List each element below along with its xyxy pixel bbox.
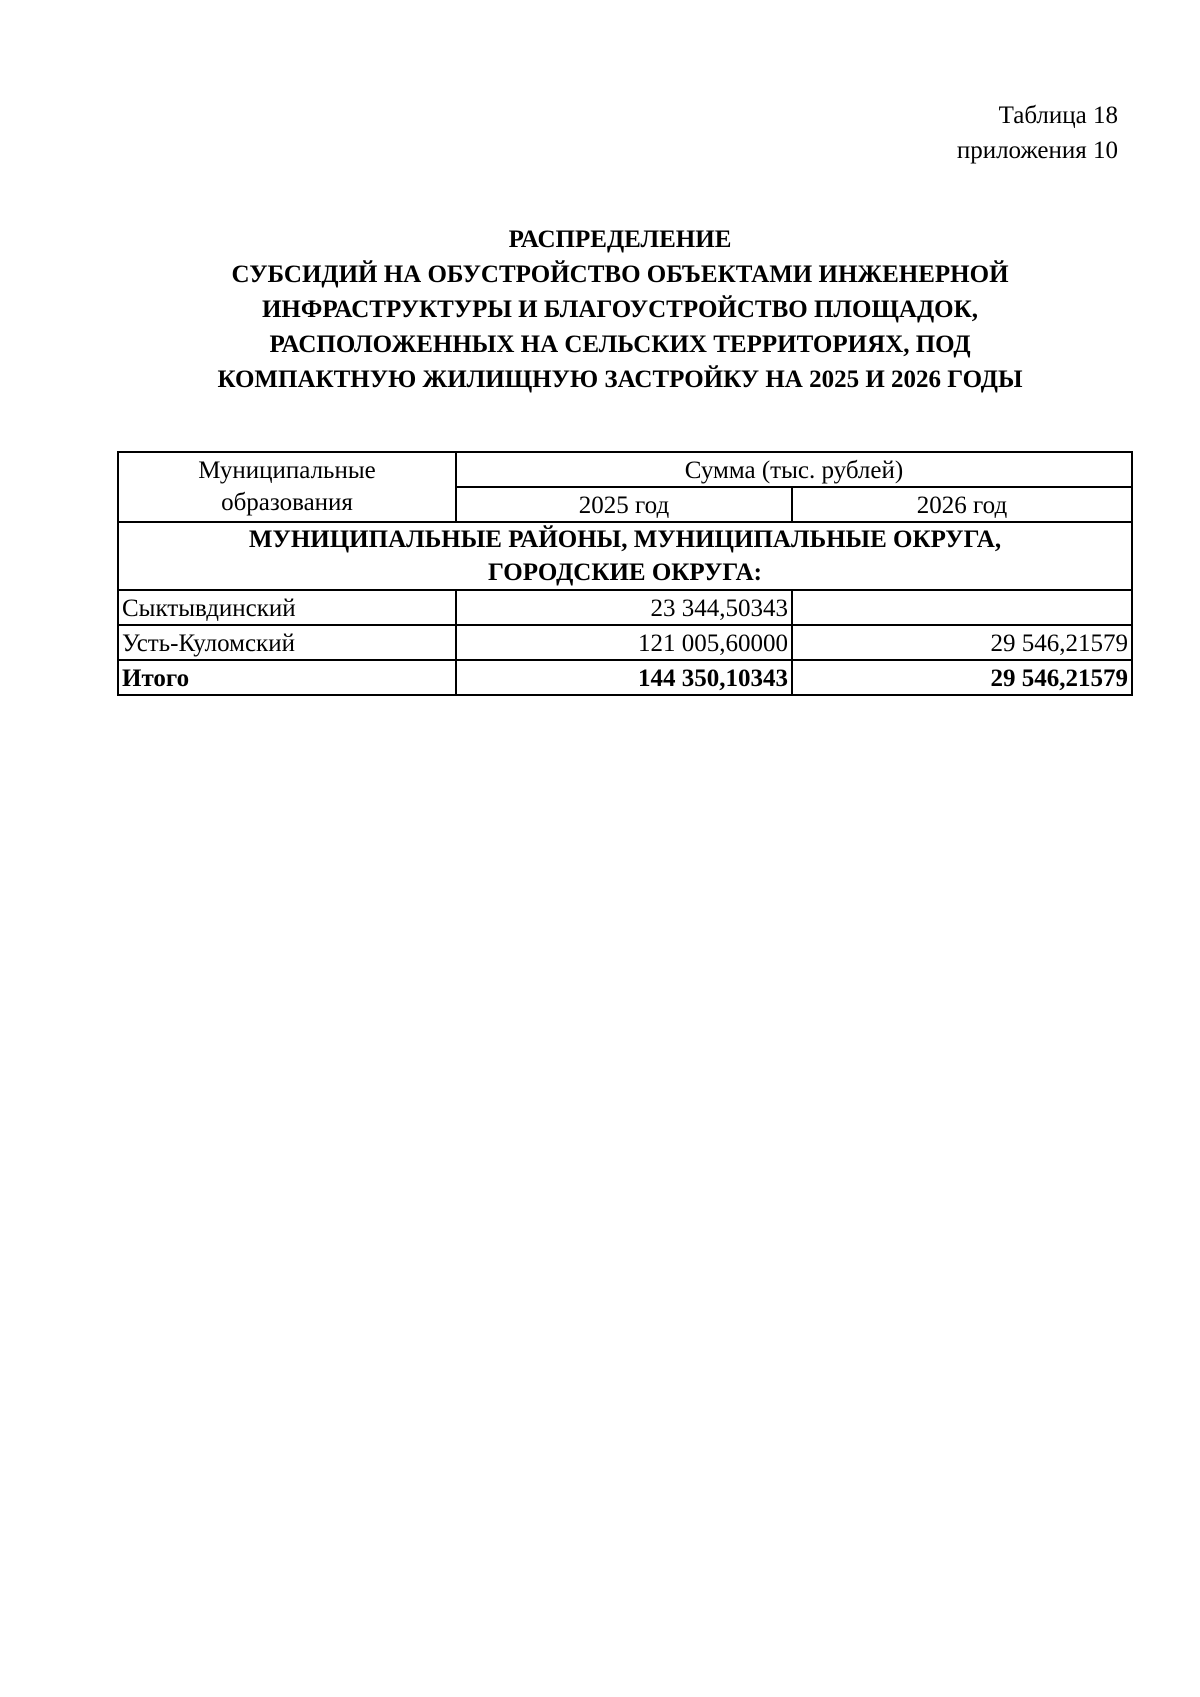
header-row-1 — [118, 452, 1132, 487]
title-line-5: КОМПАКТНУЮ ЖИЛИЩНУЮ ЗАСТРОЙКУ НА 2025 И 2026 ГОДЫ — [217, 366, 1023, 393]
header-municipality — [118, 452, 456, 522]
table-row — [118, 625, 1132, 660]
total-amount-2026: 29 546,21579 — [792, 660, 1132, 695]
document-title — [110, 222, 1130, 397]
row-amount-2026 — [792, 590, 1132, 625]
total-label: Итого — [118, 660, 456, 695]
section-heading — [118, 522, 1132, 590]
header-municipality-line-1: Муниципальные — [198, 457, 376, 484]
section-heading-line-2: ГОРОДСКИЕ ОКРУГА: — [488, 559, 762, 586]
subsidy-distribution-table — [117, 451, 1133, 696]
row-amount-2026: 29 546,21579 — [792, 625, 1132, 660]
title-line-3: ИНФРАСТРУКТУРЫ И БЛАГОУСТРОЙСТВО ПЛОЩАДОК, — [261, 296, 979, 323]
table-number: Таблица 18 — [998, 102, 1118, 129]
header-amount: Сумма (тыс. рублей) — [456, 452, 1132, 487]
section-heading-line-1: МУНИЦИПАЛЬНЫЕ РАЙОНЫ, МУНИЦИПАЛЬНЫЕ ОКРУГА, — [248, 526, 1002, 553]
row-amount-2025: 23 344,50343 — [456, 590, 792, 625]
row-municipality: Сыктывдинский — [118, 590, 456, 625]
title-line-2: СУБСИДИЙ НА ОБУСТРОЙСТВО ОБЪЕКТАМИ ИНЖЕНЕРНОЙ — [231, 261, 1009, 288]
section-row — [118, 522, 1132, 590]
total-row — [118, 660, 1132, 695]
header-year-2026: 2026 год — [792, 487, 1132, 522]
total-amount-2025: 144 350,10343 — [456, 660, 792, 695]
row-amount-2025: 121 005,60000 — [456, 625, 792, 660]
header-municipality-line-2: образования — [221, 489, 353, 516]
table-row — [118, 590, 1132, 625]
title-line-4: РАСПОЛОЖЕННЫХ НА СЕЛЬСКИХ ТЕРРИТОРИЯХ, ПОД — [269, 331, 971, 358]
header-year-2025: 2025 год — [456, 487, 792, 522]
appendix-number: приложения 10 — [956, 137, 1118, 164]
title-line-1: РАСПРЕДЕЛЕНИЕ — [508, 226, 732, 253]
row-municipality: Усть-Куломский — [118, 625, 456, 660]
table-reference — [957, 98, 1118, 168]
